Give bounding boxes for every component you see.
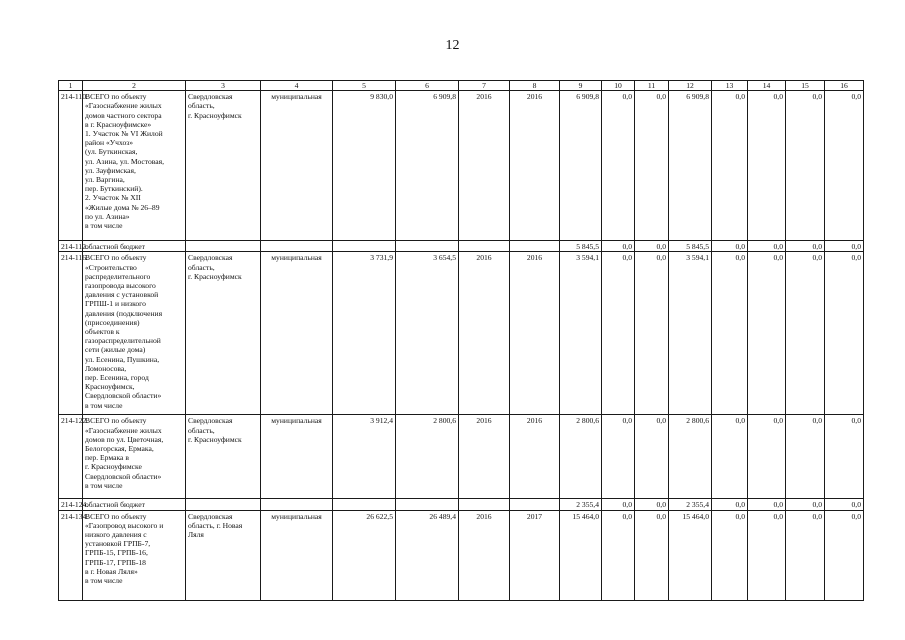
cell-name: областной бюджет <box>83 241 186 252</box>
cell-code: 214-122. <box>59 415 83 499</box>
cell-c14: 0,0 <box>748 241 786 252</box>
table-row <box>59 415 864 499</box>
cell-c9: 6 909,8 <box>560 91 602 241</box>
cell-c13: 0,0 <box>712 252 748 415</box>
cell-c7: 2016 <box>459 510 510 600</box>
cell-c8: 2016 <box>510 91 560 241</box>
cell-name: ВСЕГО по объекту «Газопровод высокого и низкого давления с установкой ГРПБ-7, ГРПБ-15, ГРПБ-16, ГРПБ-17, ГРПБ-18 в г. Новая Ляля» в том числе <box>83 510 186 600</box>
column-header-4: 4 <box>261 81 333 91</box>
cell-ownership: муниципальная <box>261 91 333 241</box>
cell-c16: 0,0 <box>825 241 864 252</box>
cell-region: Свердловская область, г. Новая Ляля <box>186 510 261 600</box>
cell-c6: 3 654,5 <box>396 252 459 415</box>
cell-c14: 0,0 <box>748 499 786 510</box>
header-row <box>59 81 864 91</box>
cell-c16: 0,0 <box>825 91 864 241</box>
cell-c16: 0,0 <box>825 510 864 600</box>
cell-c5: 26 622,5 <box>333 510 396 600</box>
cell-c16: 0,0 <box>825 252 864 415</box>
cell-c6: 6 909,8 <box>396 91 459 241</box>
cell-c15: 0,0 <box>786 415 825 499</box>
cell-c5: 3 912,4 <box>333 415 396 499</box>
cell-c14: 0,0 <box>748 415 786 499</box>
column-header-11: 11 <box>635 81 669 91</box>
cell-c8 <box>510 241 560 252</box>
table-row <box>59 510 864 600</box>
cell-c9: 2 355,4 <box>560 499 602 510</box>
cell-code: 214-112. <box>59 241 83 252</box>
cell-code: 214-124. <box>59 499 83 510</box>
cell-c14: 0,0 <box>748 510 786 600</box>
cell-c6 <box>396 499 459 510</box>
column-header-15: 15 <box>786 81 825 91</box>
cell-c11: 0,0 <box>635 91 669 241</box>
cell-c12: 2 355,4 <box>669 499 712 510</box>
budget-table <box>58 80 864 601</box>
cell-c16: 0,0 <box>825 415 864 499</box>
cell-c16: 0,0 <box>825 499 864 510</box>
cell-name: ВСЕГО по объекту «Газоснабжение жилых домов частного сектора в г. Красноуфимске» 1. Участок № VI Жилой район «Учхоз» (ул. Буткинская, ул. Азина, ул. Мостовая, ул. Зауфимская, ул. Варгина, пер. Буткинский). 2. Участок № XII «Жилые дома № 26–89 по ул. Азина» в том числе <box>83 91 186 241</box>
cell-c15: 0,0 <box>786 252 825 415</box>
cell-c6: 26 489,4 <box>396 510 459 600</box>
cell-name: ВСЕГО по объекту «Газоснабжение жилых домов по ул. Цветочная, Белогорская, Ермака, пер. Ермака в г. Красноуфимске Свердловской области» в том числе <box>83 415 186 499</box>
cell-c15: 0,0 <box>786 91 825 241</box>
table-row <box>59 499 864 510</box>
column-header-10: 10 <box>602 81 635 91</box>
cell-c9: 15 464,0 <box>560 510 602 600</box>
column-header-3: 3 <box>186 81 261 91</box>
cell-c8: 2016 <box>510 252 560 415</box>
cell-c13: 0,0 <box>712 241 748 252</box>
cell-c11: 0,0 <box>635 415 669 499</box>
page-number: 12 <box>445 38 460 53</box>
cell-ownership <box>261 241 333 252</box>
cell-c5 <box>333 241 396 252</box>
cell-code: 214-110. <box>59 91 83 241</box>
cell-c15: 0,0 <box>786 510 825 600</box>
cell-c13: 0,0 <box>712 415 748 499</box>
column-header-12: 12 <box>669 81 712 91</box>
column-header-2: 2 <box>83 81 186 91</box>
cell-c6 <box>396 241 459 252</box>
cell-c10: 0,0 <box>602 91 635 241</box>
cell-c12: 6 909,8 <box>669 91 712 241</box>
cell-c12: 5 845,5 <box>669 241 712 252</box>
cell-c11: 0,0 <box>635 252 669 415</box>
cell-c12: 2 800,6 <box>669 415 712 499</box>
cell-c14: 0,0 <box>748 252 786 415</box>
cell-c7 <box>459 241 510 252</box>
cell-c10: 0,0 <box>602 499 635 510</box>
cell-c6: 2 800,6 <box>396 415 459 499</box>
cell-c7: 2016 <box>459 415 510 499</box>
column-header-16: 16 <box>825 81 864 91</box>
cell-c8: 2017 <box>510 510 560 600</box>
cell-name: областной бюджет <box>83 499 186 510</box>
cell-c7 <box>459 499 510 510</box>
cell-c13: 0,0 <box>712 499 748 510</box>
cell-c7: 2016 <box>459 91 510 241</box>
cell-c11: 0,0 <box>635 499 669 510</box>
cell-c12: 15 464,0 <box>669 510 712 600</box>
cell-c12: 3 594,1 <box>669 252 712 415</box>
cell-c10: 0,0 <box>602 252 635 415</box>
column-header-6: 6 <box>396 81 459 91</box>
table-row <box>59 252 864 415</box>
cell-region: Свердловская область, г. Красноуфимск <box>186 91 261 241</box>
cell-region <box>186 499 261 510</box>
cell-region: Свердловская область, г. Красноуфимск <box>186 415 261 499</box>
cell-c7: 2016 <box>459 252 510 415</box>
cell-c15: 0,0 <box>786 241 825 252</box>
cell-c5 <box>333 499 396 510</box>
cell-c9: 2 800,6 <box>560 415 602 499</box>
cell-c8: 2016 <box>510 415 560 499</box>
table-row <box>59 91 864 241</box>
column-header-7: 7 <box>459 81 510 91</box>
column-header-14: 14 <box>748 81 786 91</box>
cell-ownership: муниципальная <box>261 510 333 600</box>
cell-c5: 3 731,9 <box>333 252 396 415</box>
cell-region: Свердловская область, г. Красноуфимск <box>186 252 261 415</box>
cell-c9: 3 594,1 <box>560 252 602 415</box>
cell-ownership: муниципальная <box>261 252 333 415</box>
cell-c13: 0,0 <box>712 510 748 600</box>
cell-c14: 0,0 <box>748 91 786 241</box>
cell-c15: 0,0 <box>786 499 825 510</box>
cell-ownership <box>261 499 333 510</box>
cell-code: 214-134. <box>59 510 83 600</box>
column-header-1: 1 <box>59 81 83 91</box>
cell-ownership: муниципальная <box>261 415 333 499</box>
cell-c10: 0,0 <box>602 415 635 499</box>
cell-name: ВСЕГО по объекту «Строительство распределительного газопровода высокого давления с установкой ГРПШ-1 и низкого давления (подключения (присоединения) объектов к газораспределительной сети (жилые дома) ул. Есенина, Пушкина, Ломоносова, пер. Есенина, город Красноуфимск, Свердловской области» в том числе <box>83 252 186 415</box>
cell-c11: 0,0 <box>635 510 669 600</box>
cell-c11: 0,0 <box>635 241 669 252</box>
cell-c5: 9 830,0 <box>333 91 396 241</box>
cell-c10: 0,0 <box>602 510 635 600</box>
cell-code: 214-116. <box>59 252 83 415</box>
cell-c9: 5 845,5 <box>560 241 602 252</box>
cell-c13: 0,0 <box>712 91 748 241</box>
column-header-5: 5 <box>333 81 396 91</box>
cell-c10: 0,0 <box>602 241 635 252</box>
column-header-9: 9 <box>560 81 602 91</box>
table-row <box>59 241 864 252</box>
column-header-13: 13 <box>712 81 748 91</box>
column-header-8: 8 <box>510 81 560 91</box>
cell-c8 <box>510 499 560 510</box>
cell-region <box>186 241 261 252</box>
